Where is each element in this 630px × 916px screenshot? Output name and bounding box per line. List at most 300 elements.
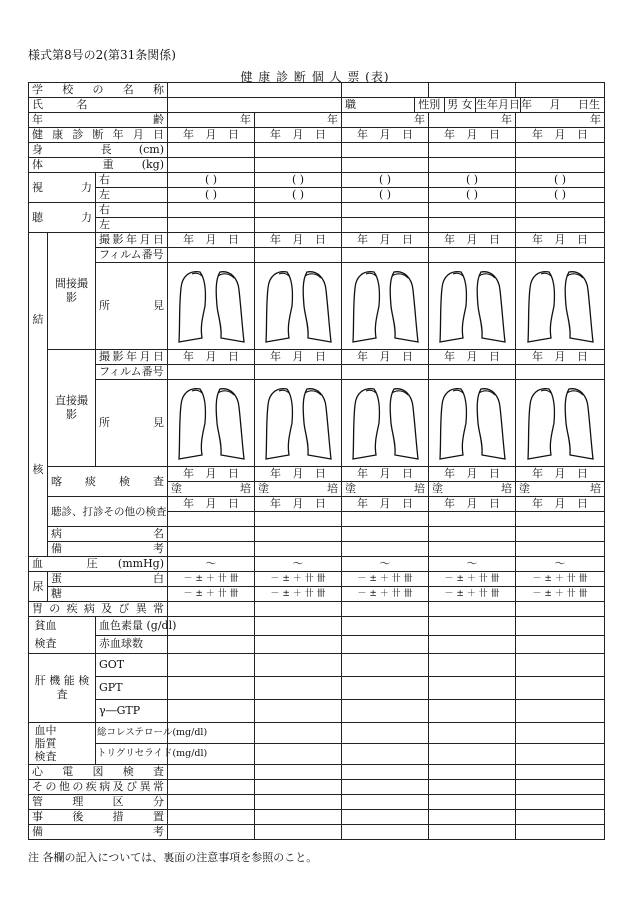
rbc-cell[interactable] (255, 635, 342, 654)
label-smear: 塗 (171, 482, 183, 495)
auscultation-result-cell[interactable] (342, 512, 429, 527)
label-film-number: フィルム番号 (96, 248, 168, 263)
label-vision: 視 力 (29, 173, 96, 203)
protein-cell[interactable]: － ± ＋ 卄 卌 (255, 572, 342, 587)
hearing-right-cell[interactable] (168, 203, 255, 218)
label-gender: 性別 (415, 98, 445, 112)
ecg-cell[interactable] (516, 765, 605, 780)
tb-remarks-cell[interactable] (342, 542, 429, 557)
label-sputum: 喀 痰 検 査 (48, 467, 168, 497)
lung-outline-icon (433, 383, 511, 463)
gpt-cell[interactable] (429, 677, 516, 700)
cholesterol-cell[interactable] (342, 723, 429, 744)
sputum-result-cell[interactable] (516, 482, 605, 497)
auscultation-date-cell[interactable]: 年 月 日 (516, 497, 605, 512)
lung-outline-icon (172, 383, 250, 463)
height-cell[interactable] (516, 143, 605, 158)
label-gpt: GPT (96, 677, 168, 700)
label-triglyceride: トリグリセライド(mg/dl) (96, 744, 168, 765)
row-sputum-date (29, 467, 605, 482)
ecg-cell[interactable] (168, 765, 255, 780)
photo-date-cell[interactable]: 年 月 日 (516, 233, 605, 248)
stomach-cell[interactable] (342, 602, 429, 617)
protein-cell[interactable]: － ± ＋ 卄 卌 (429, 572, 516, 587)
label-liver: 肝 機 能 検 査 (29, 654, 96, 723)
label-occupation: 職 (342, 98, 415, 112)
row-vision-right (29, 173, 605, 188)
label-tuberculosis: 結 核 (29, 233, 48, 557)
label-hearing: 聴 力 (29, 203, 96, 233)
label-disease-name: 病 名 (48, 527, 168, 542)
disease-name-cell[interactable] (342, 527, 429, 542)
management-cell[interactable] (429, 795, 516, 810)
health-record-table (28, 82, 605, 840)
sputum-date-cell[interactable]: 年 月 日 (429, 467, 516, 482)
label-anemia-b: 検査 (34, 637, 57, 650)
label-culture: 培 (240, 482, 252, 495)
age-cell[interactable]: 年 (342, 113, 429, 128)
lung-outline-icon (259, 266, 337, 346)
photo-date-cell[interactable]: 年 月 日 (342, 350, 429, 365)
row-stomach (29, 602, 605, 617)
row-hearing-right (29, 203, 605, 218)
row-gpt (29, 677, 605, 700)
vision-right-cell[interactable]: ( ) (168, 173, 255, 188)
ggtp-cell[interactable] (342, 700, 429, 723)
weight-cell[interactable] (429, 158, 516, 173)
row-height (29, 143, 605, 158)
label-birth-date: 生年月日 (476, 98, 521, 111)
label-name: 氏 名 (32, 98, 88, 111)
followup-cell[interactable] (429, 810, 516, 825)
lung-outline-icon (259, 383, 337, 463)
disease-name-cell[interactable] (255, 527, 342, 542)
management-cell[interactable] (342, 795, 429, 810)
hemoglobin-cell[interactable] (168, 617, 255, 636)
row-triglyceride (29, 744, 605, 765)
lung-outline-icon (521, 383, 599, 463)
rbc-cell[interactable] (429, 635, 516, 654)
got-cell[interactable] (429, 654, 516, 677)
ggtp-cell[interactable] (168, 700, 255, 723)
tb-remarks-cell[interactable] (429, 542, 516, 557)
film-number-cell[interactable] (168, 248, 255, 263)
other-disease-cell[interactable] (516, 780, 605, 795)
sputum-result-cell[interactable] (429, 482, 516, 497)
lung-outline-icon (346, 383, 424, 463)
label-exam-date: 健 康 診 断 年 月 日 (29, 128, 168, 143)
stomach-cell[interactable] (516, 602, 605, 617)
weight-cell[interactable] (255, 158, 342, 173)
tb-remarks-cell[interactable] (168, 542, 255, 557)
anemia-label-cell (29, 617, 96, 654)
label-got: GOT (96, 654, 168, 677)
sputum-result-cell[interactable] (342, 482, 429, 497)
cell-school-2[interactable] (342, 83, 429, 98)
sputum-date-cell[interactable]: 年 月 日 (168, 467, 255, 482)
vision-left-cell[interactable]: ( ) (168, 188, 255, 203)
label-right: 右 (96, 203, 168, 218)
label-lipid-b: 脂質 (34, 737, 57, 750)
got-cell[interactable] (168, 654, 255, 677)
cholesterol-cell[interactable] (255, 723, 342, 744)
row-blood-pressure (29, 557, 605, 572)
photo-date-cell[interactable]: 年 月 日 (255, 350, 342, 365)
auscultation-date-cell[interactable]: 年 月 日 (429, 497, 516, 512)
weight-cell[interactable] (342, 158, 429, 173)
row-hemoglobin (29, 617, 605, 636)
row-age (29, 113, 605, 128)
protein-cell[interactable]: － ± ＋ 卄 卌 (168, 572, 255, 587)
row-indirect-findings (29, 263, 605, 350)
photo-date-cell[interactable]: 年 月 日 (342, 233, 429, 248)
row-ggtp (29, 700, 605, 723)
row-direct-film (29, 365, 605, 380)
cholesterol-cell[interactable] (429, 723, 516, 744)
weight-cell[interactable] (168, 158, 255, 173)
name-label-cell (29, 98, 168, 113)
other-disease-cell[interactable] (429, 780, 516, 795)
label-school-name: 学 校 の 名 称 (29, 83, 168, 98)
film-number-cell[interactable] (516, 248, 605, 263)
protein-cell[interactable]: － ± ＋ 卄 卌 (342, 572, 429, 587)
ecg-cell[interactable] (255, 765, 342, 780)
management-cell[interactable] (255, 795, 342, 810)
row-got (29, 654, 605, 677)
sugar-cell[interactable]: － ± ＋ 卄 卌 (342, 587, 429, 602)
cell-school-4[interactable] (516, 83, 605, 98)
cholesterol-cell[interactable] (516, 723, 605, 744)
got-cell[interactable] (255, 654, 342, 677)
label-sugar: 糖 (48, 587, 168, 602)
stomach-cell[interactable] (255, 602, 342, 617)
hearing-left-cell[interactable] (516, 218, 605, 233)
auscultation-result-cell[interactable] (255, 512, 342, 527)
label-ecg: 心 電 図 検 査 (29, 765, 168, 780)
remarks-cell[interactable] (168, 825, 255, 840)
label-photo-date: 撮影年月日 (96, 233, 168, 248)
sputum-result-cell[interactable] (255, 482, 342, 497)
label-protein: 蛋 白 (48, 572, 168, 587)
label-management: 管 理 区 分 (29, 795, 168, 810)
disease-name-cell[interactable] (429, 527, 516, 542)
followup-cell[interactable] (255, 810, 342, 825)
hemoglobin-cell[interactable] (429, 617, 516, 636)
row-management (29, 795, 605, 810)
row-ecg (29, 765, 605, 780)
form-number: 様式第8号の2(第31条関係) (28, 48, 176, 62)
protein-cell[interactable]: － ± ＋ 卄 卌 (516, 572, 605, 587)
exam-date-cell[interactable]: 年 月 日 (342, 128, 429, 143)
exam-date-cell[interactable]: 年 月 日 (255, 128, 342, 143)
vision-right-cell[interactable]: ( ) (429, 173, 516, 188)
sputum-date-cell[interactable]: 年 月 日 (255, 467, 342, 482)
label-height: 身 長(cm) (29, 143, 168, 158)
film-number-cell[interactable] (255, 365, 342, 380)
other-disease-cell[interactable] (342, 780, 429, 795)
lung-diagram-cell[interactable] (168, 380, 255, 467)
remarks-cell[interactable] (342, 825, 429, 840)
label-indirect: 間接撮影 (48, 233, 96, 350)
sputum-date-cell[interactable]: 年 月 日 (342, 467, 429, 482)
row-name (29, 98, 605, 113)
height-cell[interactable] (168, 143, 255, 158)
auscultation-date-cell[interactable]: 年 月 日 (255, 497, 342, 512)
label-culture: 培 (414, 482, 426, 495)
hearing-right-cell[interactable] (516, 203, 605, 218)
blood-pressure-cell[interactable]: ～ (342, 557, 429, 572)
label-findings: 所 見 (96, 263, 168, 350)
label-smear: 塗 (345, 482, 357, 495)
row-followup (29, 810, 605, 825)
film-number-cell[interactable] (429, 248, 516, 263)
cell-name-value[interactable] (168, 98, 342, 113)
label-lipid-a: 血中 (34, 724, 57, 737)
label-right: 右 (96, 173, 168, 188)
blood-pressure-cell[interactable]: ～ (429, 557, 516, 572)
age-cell[interactable]: 年 (516, 113, 605, 128)
label-hemoglobin: 血色素量 (g/dl) (96, 617, 168, 636)
triglyceride-cell[interactable] (516, 744, 605, 765)
hearing-left-cell[interactable] (342, 218, 429, 233)
label-weight: 体 重(kg) (29, 158, 168, 173)
ggtp-cell[interactable] (255, 700, 342, 723)
age-cell[interactable]: 年 (168, 113, 255, 128)
got-cell[interactable] (342, 654, 429, 677)
photo-date-cell[interactable]: 年 月 日 (429, 350, 516, 365)
film-number-cell[interactable] (516, 365, 605, 380)
weight-cell[interactable] (516, 158, 605, 173)
hearing-left-cell[interactable] (168, 218, 255, 233)
film-number-cell[interactable] (342, 248, 429, 263)
sugar-cell[interactable]: － ± ＋ 卄 卌 (168, 587, 255, 602)
photo-date-cell[interactable]: 年 月 日 (168, 350, 255, 365)
label-urine: 尿 (29, 572, 48, 602)
blood-pressure-cell[interactable]: ～ (516, 557, 605, 572)
rbc-cell[interactable] (516, 635, 605, 654)
gpt-cell[interactable] (516, 677, 605, 700)
row-direct-date (29, 350, 605, 365)
row-cholesterol (29, 723, 605, 744)
hemoglobin-cell[interactable] (255, 617, 342, 636)
label-ggtp: γ―GTP (96, 700, 168, 723)
document-title: 健 康 診 断 個 人 票 (表) (240, 70, 390, 84)
other-disease-cell[interactable] (168, 780, 255, 795)
label-direct: 直接撮影 (48, 350, 96, 467)
label-rbc: 赤血球数 (96, 635, 168, 654)
followup-cell[interactable] (168, 810, 255, 825)
row-exam-date (29, 128, 605, 143)
rbc-cell[interactable] (342, 635, 429, 654)
triglyceride-cell[interactable] (342, 744, 429, 765)
cell-personal-info (342, 98, 605, 113)
film-number-cell[interactable] (168, 365, 255, 380)
label-remarks: 備 考 (48, 542, 168, 557)
tb-remarks-cell[interactable] (516, 542, 605, 557)
other-disease-cell[interactable] (255, 780, 342, 795)
lung-diagram-cell[interactable] (516, 380, 605, 467)
row-vision-left (29, 188, 605, 203)
hearing-left-cell[interactable] (429, 218, 516, 233)
row-urine-protein (29, 572, 605, 587)
label-cholesterol: 総コレステロール(mg/dl) (96, 723, 168, 744)
lung-diagram-cell[interactable] (429, 380, 516, 467)
row-remarks (29, 825, 605, 840)
remarks-cell[interactable] (255, 825, 342, 840)
row-hearing-left (29, 218, 605, 233)
sugar-cell[interactable]: － ± ＋ 卄 卌 (255, 587, 342, 602)
gpt-cell[interactable] (168, 677, 255, 700)
sputum-result-cell[interactable] (168, 482, 255, 497)
lung-outline-icon (433, 266, 511, 346)
row-indirect-film (29, 248, 605, 263)
blood-pressure-cell[interactable]: ～ (255, 557, 342, 572)
lung-diagram-cell[interactable] (255, 380, 342, 467)
management-cell[interactable] (516, 795, 605, 810)
exam-date-cell[interactable]: 年 月 日 (429, 128, 516, 143)
lung-diagram-cell[interactable] (429, 263, 516, 350)
remarks-cell[interactable] (516, 825, 605, 840)
label-followup: 事 後 措 置 (29, 810, 168, 825)
got-cell[interactable] (516, 654, 605, 677)
row-auscultation-date (29, 497, 605, 512)
footer-note: 注 各欄の記入については、裏面の注意事項を参照のこと。 (28, 851, 318, 864)
hemoglobin-cell[interactable] (342, 617, 429, 636)
auscultation-result-cell[interactable] (429, 512, 516, 527)
photo-date-cell[interactable]: 年 月 日 (255, 233, 342, 248)
label-photo-date: 撮影年月日 (96, 350, 168, 365)
hemoglobin-cell[interactable] (516, 617, 605, 636)
disease-name-cell[interactable] (168, 527, 255, 542)
exam-date-cell[interactable]: 年 月 日 (516, 128, 605, 143)
label-culture: 培 (327, 482, 339, 495)
birth-date-value[interactable]: 年 月 日生 (521, 98, 601, 111)
ecg-cell[interactable] (429, 765, 516, 780)
row-other-disease (29, 780, 605, 795)
disease-name-cell[interactable] (516, 527, 605, 542)
label-smear: 塗 (432, 482, 444, 495)
row-urine-sugar (29, 587, 605, 602)
label-age: 年 齢 (29, 113, 168, 128)
row-weight (29, 158, 605, 173)
label-remarks-bottom: 備 考 (29, 825, 168, 840)
stomach-cell[interactable] (168, 602, 255, 617)
tb-remarks-cell[interactable] (255, 542, 342, 557)
label-auscultation: 聴診、打診その他の検査 (48, 497, 168, 527)
lung-outline-icon (172, 266, 250, 346)
auscultation-date-cell[interactable]: 年 月 日 (342, 497, 429, 512)
hearing-right-cell[interactable] (429, 203, 516, 218)
gpt-cell[interactable] (255, 677, 342, 700)
label-left: 左 (96, 218, 168, 233)
row-indirect-date (29, 233, 605, 248)
lipid-label-cell (29, 723, 96, 765)
remarks-cell[interactable] (429, 825, 516, 840)
vision-left-cell[interactable]: ( ) (342, 188, 429, 203)
followup-cell[interactable] (342, 810, 429, 825)
hearing-right-cell[interactable] (342, 203, 429, 218)
followup-cell[interactable] (516, 810, 605, 825)
lung-outline-icon (521, 266, 599, 346)
gpt-cell[interactable] (342, 677, 429, 700)
auscultation-result-cell[interactable] (168, 512, 255, 527)
vision-right-cell[interactable]: ( ) (516, 173, 605, 188)
photo-date-cell[interactable]: 年 月 日 (168, 233, 255, 248)
exam-date-cell[interactable]: 年 月 日 (168, 128, 255, 143)
stomach-cell[interactable] (429, 602, 516, 617)
height-cell[interactable] (342, 143, 429, 158)
vision-left-cell[interactable]: ( ) (255, 188, 342, 203)
label-stomach: 胃 の 疾 病 及 び 異 常 (29, 602, 168, 617)
sputum-date-cell[interactable]: 年 月 日 (516, 467, 605, 482)
lung-diagram-cell[interactable] (168, 263, 255, 350)
lung-diagram-cell[interactable] (342, 263, 429, 350)
sugar-cell[interactable]: － ± ＋ 卄 卌 (516, 587, 605, 602)
row-rbc (29, 635, 605, 654)
auscultation-date-cell[interactable]: 年 月 日 (168, 497, 255, 512)
cell-school-1[interactable] (168, 83, 342, 98)
row-disease-name (29, 527, 605, 542)
row-tb-remarks (29, 542, 605, 557)
age-cell[interactable]: 年 (429, 113, 516, 128)
triglyceride-cell[interactable] (255, 744, 342, 765)
label-blood-pressure: 血 圧(mmHg) (29, 557, 168, 572)
cell-school-3[interactable] (429, 83, 516, 98)
ggtp-cell[interactable] (429, 700, 516, 723)
label-other-disease: その他の疾病及び異常 (29, 780, 168, 795)
film-number-cell[interactable] (429, 365, 516, 380)
gender-options[interactable]: 男 女 (445, 98, 476, 112)
rbc-cell[interactable] (168, 635, 255, 654)
ggtp-cell[interactable] (516, 700, 605, 723)
height-cell[interactable] (429, 143, 516, 158)
label-left: 左 (96, 188, 168, 203)
label-findings: 所 見 (96, 380, 168, 467)
label-smear: 塗 (519, 482, 531, 495)
management-cell[interactable] (168, 795, 255, 810)
row-direct-findings (29, 380, 605, 467)
hearing-right-cell[interactable] (255, 203, 342, 218)
lung-diagram-cell[interactable] (342, 380, 429, 467)
label-lipid-c: 検査 (34, 750, 57, 763)
ecg-cell[interactable] (342, 765, 429, 780)
film-number-cell[interactable] (255, 248, 342, 263)
sugar-cell[interactable]: － ± ＋ 卄 卌 (429, 587, 516, 602)
photo-date-cell[interactable]: 年 月 日 (429, 233, 516, 248)
lung-diagram-cell[interactable] (516, 263, 605, 350)
photo-date-cell[interactable]: 年 月 日 (516, 350, 605, 365)
vision-right-cell[interactable]: ( ) (255, 173, 342, 188)
row-school (29, 83, 605, 98)
lung-diagram-cell[interactable] (255, 263, 342, 350)
vision-right-cell[interactable]: ( ) (342, 173, 429, 188)
triglyceride-cell[interactable] (429, 744, 516, 765)
label-smear: 塗 (258, 482, 270, 495)
label-film-number: フィルム番号 (96, 365, 168, 380)
film-number-cell[interactable] (342, 365, 429, 380)
label-culture: 培 (590, 482, 602, 495)
age-cell[interactable]: 年 (255, 113, 342, 128)
label-anemia-a: 貧血 (34, 619, 57, 632)
blood-pressure-cell[interactable]: ～ (168, 557, 255, 572)
auscultation-result-cell[interactable] (516, 512, 605, 527)
hearing-left-cell[interactable] (255, 218, 342, 233)
vision-left-cell[interactable]: ( ) (429, 188, 516, 203)
label-culture: 培 (501, 482, 513, 495)
lung-outline-icon (346, 266, 424, 346)
height-cell[interactable] (255, 143, 342, 158)
vision-left-cell[interactable]: ( ) (516, 188, 605, 203)
